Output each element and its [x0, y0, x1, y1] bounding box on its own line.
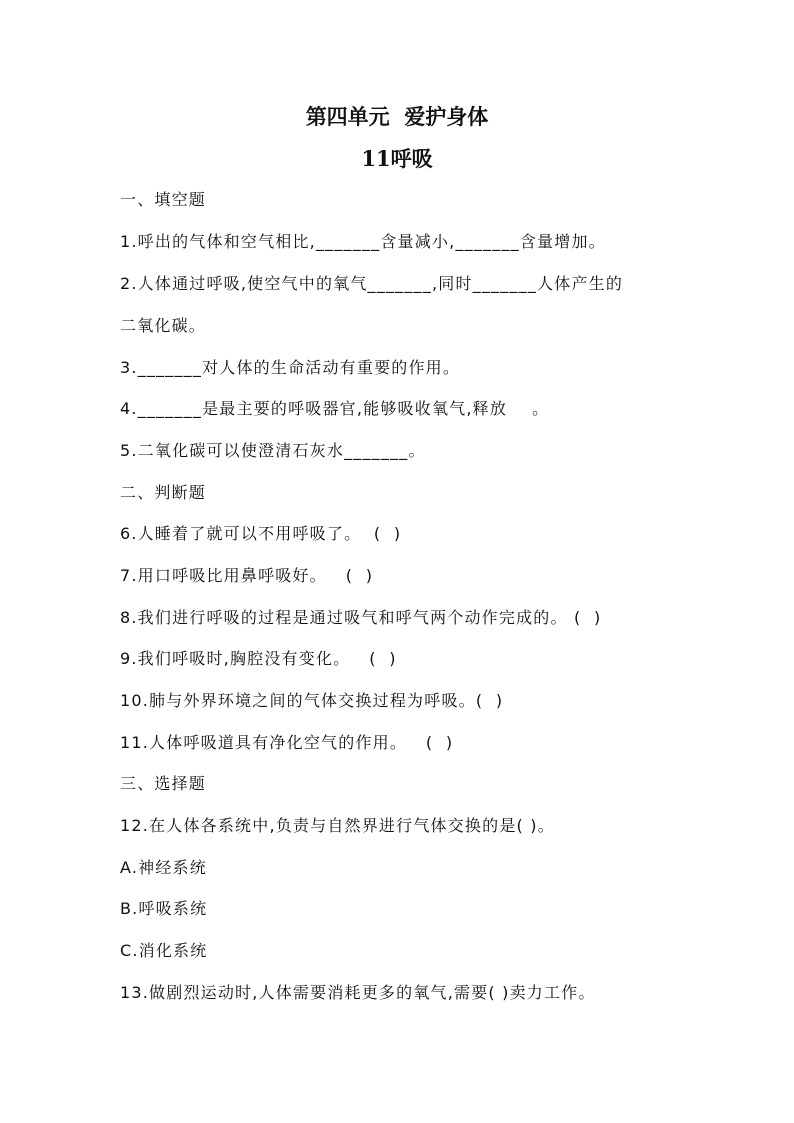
lesson-title: 11呼吸	[361, 146, 433, 171]
section-heading-fill-blank: 一、填空题	[120, 190, 207, 209]
section-heading-choice: 三、选择题	[120, 774, 207, 793]
question-12-option-c: C.消化系统	[120, 941, 208, 960]
question-3: 3._______对人体的生命活动有重要的作用。	[120, 358, 461, 377]
question-11: 11.人体呼吸道具有净化空气的作用。 ( )	[120, 733, 454, 752]
question-12-option-b: B.呼吸系统	[120, 899, 208, 918]
question-8: 8.我们进行呼吸的过程是通过吸气和呼气两个动作完成的。 ( )	[120, 608, 602, 627]
question-1: 1.呼出的气体和空气相比,_______含量减小,_______含量增加。	[120, 232, 606, 251]
question-2-line-2: 二氧化碳。	[120, 316, 207, 335]
question-10: 10.肺与外界环境之间的气体交换过程为呼吸。( )	[120, 691, 504, 710]
question-2-line-1: 2.人体通过呼吸,使空气中的氧气_______,同时_______人体产生的	[120, 274, 624, 293]
section-heading-judge: 二、判断题	[120, 483, 207, 502]
question-4: 4._______是最主要的呼吸器官,能够吸收氧气,释放 。	[120, 399, 550, 418]
question-5: 5.二氧化碳可以使澄清石灰水_______。	[120, 441, 426, 460]
question-7: 7.用口呼吸比用鼻呼吸好。 ( )	[120, 566, 374, 585]
question-6: 6.人睡着了就可以不用呼吸了。 ( )	[120, 524, 402, 543]
question-12-option-a: A.神经系统	[120, 858, 207, 877]
question-12: 12.在人体各系统中,负责与自然界进行气体交换的是( )。	[120, 816, 555, 835]
unit-title: 第四单元 爱护身体	[305, 104, 489, 129]
question-9: 9.我们呼吸时,胸腔没有变化。 ( )	[120, 649, 397, 668]
question-13: 13.做剧烈运动时,人体需要消耗更多的氧气,需要( )卖力工作。	[120, 983, 596, 1002]
